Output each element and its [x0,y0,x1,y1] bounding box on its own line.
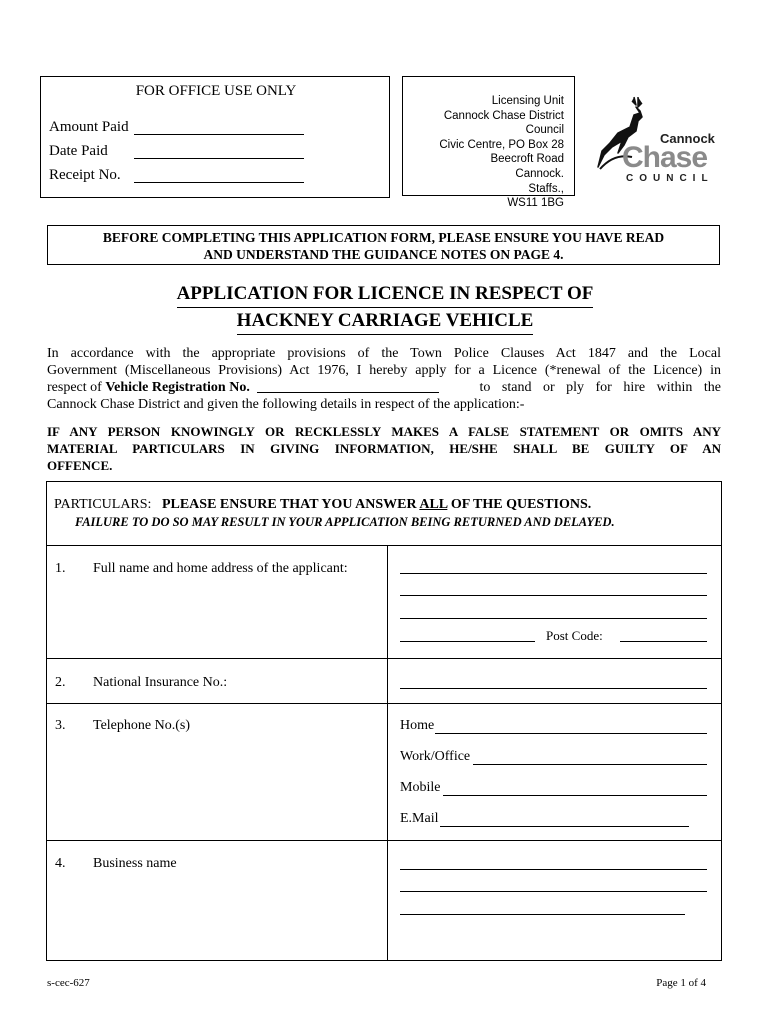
address-line-4-field[interactable] [400,641,535,642]
guidance-notice [47,225,720,265]
address-line-2-field[interactable] [400,595,707,596]
question-1-number: 1. [55,561,66,576]
logo-chase: Chase [622,141,708,174]
particulars-label: PARTICULARS: [54,497,152,512]
row-divider [47,545,721,546]
logo-cannock: Cannock [660,131,715,146]
amount-paid-field[interactable] [134,134,304,135]
row-divider [47,703,721,704]
logo-council: COUNCIL [626,173,714,184]
particulars-header [54,497,591,513]
date-paid-label: Date Paid [49,143,108,159]
particulars-instruction-end: OF THE QUESTIONS. [447,497,592,512]
receipt-no-field[interactable] [134,182,304,183]
phone-home-field[interactable] [435,733,707,734]
business-name-line-3[interactable] [400,914,685,915]
intro-line: Cannock Chase District and given the following details in respect of the application:- [47,397,525,412]
page-title [0,281,770,335]
row-divider [47,658,721,659]
title-line: HACKNEY CARRIAGE VEHICLE [237,308,534,335]
office-use-box [40,76,390,198]
question-2-label: National Insurance No.: [93,675,228,690]
council-logo [592,93,732,188]
particulars-all: ALL [419,497,448,512]
particulars-instruction: PLEASE ENSURE THAT YOU ANSWER [161,497,420,512]
address-line: Staffs., [528,182,564,195]
address-box [402,76,575,210]
phone-mobile-field[interactable] [443,795,707,796]
particulars-table [46,481,722,961]
email-field[interactable] [440,826,689,827]
phone-work-label: Work/Office [400,749,471,764]
row-divider [47,840,721,841]
question-1-label: Full name and home address of the applicant: [93,561,348,576]
question-4-label: Business name [93,856,177,871]
question-2-number: 2. [55,675,66,690]
date-paid-field[interactable] [134,158,304,159]
notice-line: BEFORE COMPLETING THIS APPLICATION FORM, PLEASE ENSURE YOU HAVE READ [102,230,665,245]
intro-paragraph [47,345,721,413]
council-address [403,94,564,211]
address-line: Beecroft Road [490,153,564,166]
vehicle-reg-field[interactable] [257,392,439,393]
address-line: WS11 1BG [507,197,564,210]
address-line-3-field[interactable] [400,618,707,619]
particulars-failure-note: FAILURE TO DO SO MAY RESULT IN YOUR APPLICATION BEING RETURNED AND DELAYED. [75,515,615,529]
amount-paid-label: Amount Paid [49,119,129,135]
question-3-label: Telephone No.(s) [93,718,190,733]
office-use-heading: FOR OFFICE USE ONLY [135,83,297,99]
phone-home-label: Home [400,718,435,733]
warning-line: IF ANY PERSON KNOWINGLY OR RECKLESSLY MAKES A FALSE STATEMENT OR OMITS ANY [47,424,721,439]
form-reference: s-cec-627 [47,977,90,989]
business-name-line-2[interactable] [400,891,707,892]
notice-line: AND UNDERSTAND THE GUIDANCE NOTES ON PAGE 4. [203,247,564,262]
intro-line: Government (Miscellaneous Provisions) Act 1976, I hereby apply for a Licence (*renewal of the Licence) in [47,363,721,378]
national-insurance-field[interactable] [400,688,707,689]
receipt-no-label: Receipt No. [49,167,121,183]
phone-mobile-label: Mobile [400,780,441,795]
address-line: Cannock. [515,167,564,180]
title-line: APPLICATION FOR LICENCE IN RESPECT OF [177,281,594,308]
vehicle-reg-label: Vehicle Registration No. [105,380,250,395]
address-line: Licensing Unit [491,95,564,107]
false-statement-warning [47,423,721,474]
warning-line: MATERIAL PARTICULARS IN GIVING INFORMATION, HE/SHE SHALL BE GUILTY OF AN [47,441,721,456]
address-line: Cannock Chase District Council [443,109,564,137]
page-number: Page 1 of 4 [656,977,706,989]
postcode-field[interactable] [620,641,707,642]
address-line: Civic Centre, PO Box 28 [439,138,564,151]
business-name-line-1[interactable] [400,869,707,870]
email-label: E.Mail [400,811,439,826]
address-line-1-field[interactable] [400,573,707,574]
intro-text: to stand or ply for hire within the [479,380,721,395]
postcode-label: Post Code: [546,628,603,643]
question-4-number: 4. [55,856,66,871]
intro-line: In accordance with the appropriate provisions of the Town Police Clauses Act 1847 and the Local [47,346,721,361]
phone-work-field[interactable] [473,764,707,765]
warning-line: OFFENCE. [47,458,113,473]
intro-text: respect of [47,380,106,395]
column-divider [387,545,388,960]
intro-line [47,379,721,396]
question-3-number: 3. [55,718,66,733]
